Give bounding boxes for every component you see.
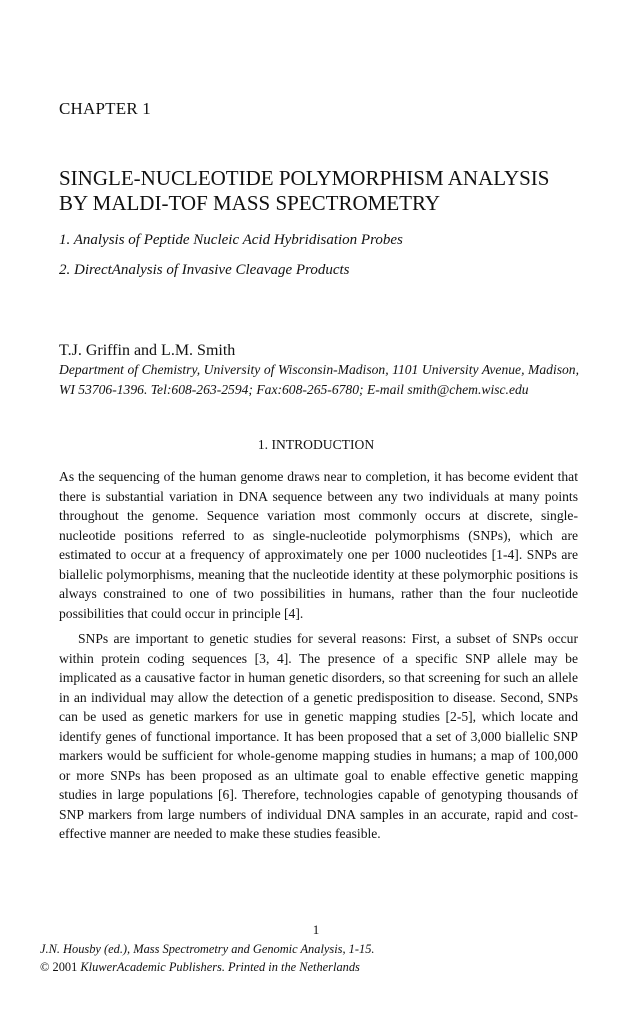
subtitle-1: 1. Analysis of Peptide Nucleic Acid Hybridisation Probes bbox=[59, 232, 403, 248]
footer-copyright bbox=[40, 958, 600, 976]
chapter-label: CHAPTER 1 bbox=[59, 99, 152, 118]
chapter-title-line-2: BY MALDI-TOF MASS SPECTROMETRY bbox=[59, 191, 440, 215]
chapter-title bbox=[59, 166, 599, 216]
chapter-title-line-1: SINGLE-NUCLEOTIDE POLYMORPHISM ANALYSIS bbox=[59, 166, 550, 190]
paragraph-1 bbox=[59, 467, 578, 623]
page-number: 1 bbox=[312, 922, 320, 937]
affiliation: Department of Chemistry, University of Wisconsin-Madison, 1101 University Avenue, Madison, WI 53706-1396. Tel:608-263-2594; Fax:608-265-6780; E-mail smith@chem.wisc.edu bbox=[59, 362, 579, 397]
section-heading: 1. INTRODUCTION bbox=[257, 437, 375, 452]
copyright-year: © 2001 bbox=[40, 960, 78, 974]
subtitle-2: 2. DirectAnalysis of Invasive Cleavage Products bbox=[59, 262, 350, 278]
paragraph-2-text: SNPs are important to genetic studies for several reasons: First, a subset of SNPs occur within protein coding sequences [3, 4]. The presence of a specific SNP allele may be implicated as a causative factor in human genetic disorders, so that screening for such an allele in an individual may allow the detection of a genetic predisposition to disease. Second, SNPs can be used as genetic markers for use in genetic mapping studies [2-5], which locate and identify genes of functional importance. It has been proposed that a set of 3,000 biallelic SNP markers would be sufficient for whole-genome mapping studies in humans; a map of 100,000 or more SNPs has been proposed as an ultimate goal to enable effective genetic mapping studies in large populations [6]. Therefore, technologies capable of genotyping thousands of SNP markers from large numbers of individual DNA samples in an accurate, rapid and cost-effective manner are needed to make these studies feasible. bbox=[59, 631, 578, 841]
footer-citation: J.N. Housby (ed.), Mass Spectrometry and Genomic Analysis, 1-15. bbox=[40, 942, 375, 956]
paragraph-2 bbox=[59, 629, 578, 844]
paragraph-1-text: As the sequencing of the human genome draws near to completion, it has become evident that there is substantial variation in DNA sequence between any two individuals at many points throughout the genome. Sequence variation most commonly occurs at discrete, single-nucleotide positions referred to as single-nucleotide polymorphisms (SNPs), which are estimated to occur at a frequency of approximately one per 1000 nucleotides [1-4]. SNPs are biallelic polymorphisms, meaning that the nucleotide identity at these polymorphic positions is always constrained to one of two possibilities in humans, rather than the four nucleotide possibilities that could occur in principle [4]. bbox=[59, 469, 578, 621]
authors: T.J. Griffin and L.M. Smith bbox=[59, 342, 236, 359]
copyright-publisher: KluwerAcademic Publishers. Printed in the Netherlands bbox=[80, 960, 360, 974]
